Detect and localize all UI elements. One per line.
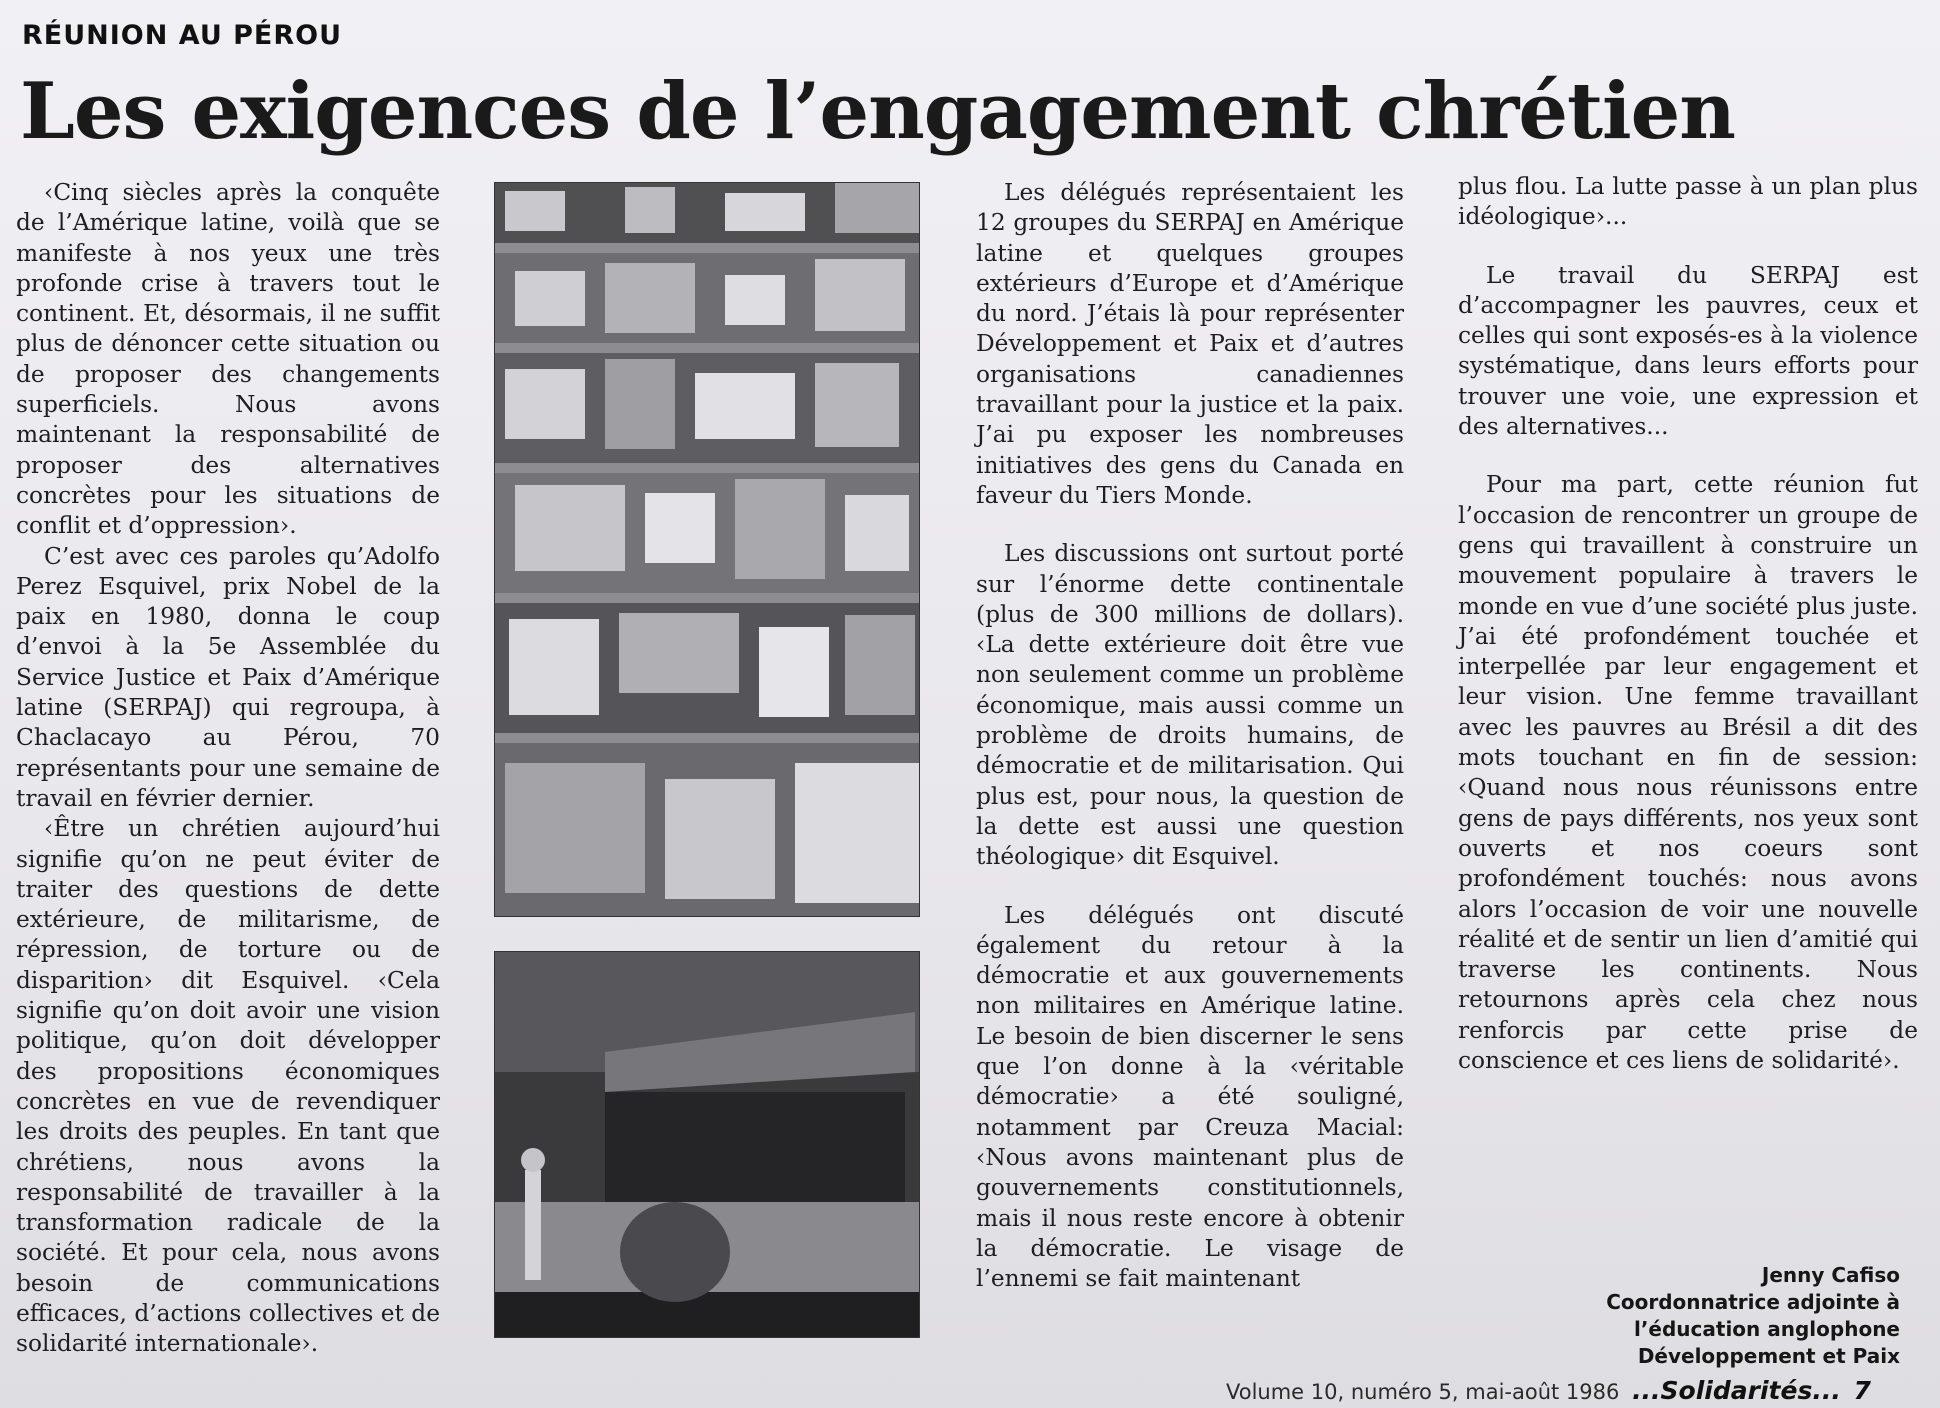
paragraph: ‹Cinq siècles après la conquête de l’Amérique latine, voilà que se manifeste à nos yeux une très profonde crise à travers tout le continent. Et, désormais, il ne suffit plus de dénoncer cette situation ou de proposer des changements superficiels. Nous avons maintenant la responsabilité de proposer des alternatives concrètes pour les situations de conflit et d’oppression›.: [16, 179, 440, 540]
author-organization: Développement et Paix: [1637, 1344, 1900, 1368]
author-role: l’éducation anglophone: [1633, 1317, 1900, 1341]
article-column-4: [1458, 172, 1918, 1076]
page-number: 7: [1853, 1376, 1871, 1405]
author-name: Jenny Cafiso: [1761, 1263, 1900, 1287]
paragraph: Le travail du SERPAJ est d’accompagner les pauvres, ceux et celles qui sont exposés-es à la violence systématique, dans leurs efforts pour trouver une voie, une expression et des alternatives...: [1458, 261, 1918, 441]
publication-name: ...Solidarités...: [1632, 1376, 1841, 1405]
paragraph: Les délégués représentaient les 12 groupes du SERPAJ en Amérique latine et quelques groupes extérieurs d’Europe et d’Amérique du nord. J’étais là pour représenter Développement et Paix et d’autres organisations canadiennes travaillant pour la justice et la paix. J’ai pu exposer les nombreuses initiatives des gens du Canada en faveur du Tiers Monde.: [976, 179, 1404, 509]
author-signature: [1606, 1262, 1900, 1370]
hillside-houses-photo: [494, 182, 920, 917]
paragraph: Les discussions ont surtout porté sur l’énorme dette continentale (plus de 300 millions de dollars). ‹La dette extérieure doit être vue non seulement comme un problème économique, mais aussi comme un problème de droits humains, de démocratie et de militarisation. Qui plus est, pour nous, la question de la dette est aussi une question théologique› dit Esquivel.: [976, 540, 1404, 871]
paragraph: Pour ma part, cette réunion fut l’occasion de rencontrer un groupe de gens qui travaillent à construire un mouvement populaire à travers le monde en vue d’une société plus juste. J’ai été profondément touchée et interpellée par leur engagement et leur vision. Une femme travaillant avec les pauvres au Brésil a dit des mots touchant en fin de session: ‹Quand nous nous réunissons entre gens de pays différents, nos yeux sont ouverts et nos coeurs sont profondément touchés: nous avons alors l’occasion de voir une nouvelle réalité et de sentir un lien d’amitié qui traverse les continents. Nous retournons après cela chez nous renforcis par cette prise de conscience et ces liens de solidarité›.: [1458, 471, 1918, 1075]
author-role: Coordonnatrice adjointe à: [1606, 1290, 1900, 1314]
article-column-1: [16, 178, 440, 1360]
article-headline: Les exigences de l’engagement chrétien: [20, 66, 1736, 157]
paragraph: Les délégués ont discuté également du retour à la démocratie et aux gouvernements non militaires en Amérique latine. Le besoin de bien discerner le sens que l’on donne à la ‹véritable démocratie› a été souligné, notamment par Creuza Macial: ‹Nous avons maintenant plus de gouvernements constitutionnels, mais il nous reste encore à obtenir la démocratie. Le visage de l’ennemi se fait maintenant: [976, 901, 1404, 1293]
issue-info: Volume 10, numéro 5, mai-août 1986: [1226, 1380, 1620, 1404]
paragraph: plus flou. La lutte passe à un plan plus idéologique›...: [1458, 173, 1918, 231]
hillside-houses-illustration: [495, 183, 919, 916]
market-street-illustration: [495, 952, 919, 1337]
article-column-3: [976, 178, 1404, 1294]
market-street-photo: [494, 951, 920, 1338]
section-label: RÉUNION AU PÉROU: [22, 20, 343, 51]
paragraph: ‹Être un chrétien aujourd’hui signifie qu’on ne peut éviter de traiter des questions de dette extérieure, de militarisme, de répression, de torture ou de disparition› dit Esquivel. ‹Cela signifie qu’on doit avoir une vision politique, qu’on doit développer des propositions économiques concrètes en vue de revendiquer les droits des peuples. En tant que chrétiens, nous avons la responsabilité de travailler à la transformation radicale de la société. Et pour cela, nous avons besoin de communications efficaces, d’actions collectives et de solidarité internationale›.: [16, 815, 440, 1358]
paragraph: C’est avec ces paroles qu’Adolfo Perez Esquivel, prix Nobel de la paix en 1980, donna le coup d’envoi à la 5e Assemblée du Service Justice et Paix d’Amérique latine (SERPAJ) qui regroupa, à Chaclacayo au Pérou, 70 représentants pour une semaine de travail en février dernier.: [16, 542, 440, 812]
page-footer: [1226, 1376, 1871, 1405]
